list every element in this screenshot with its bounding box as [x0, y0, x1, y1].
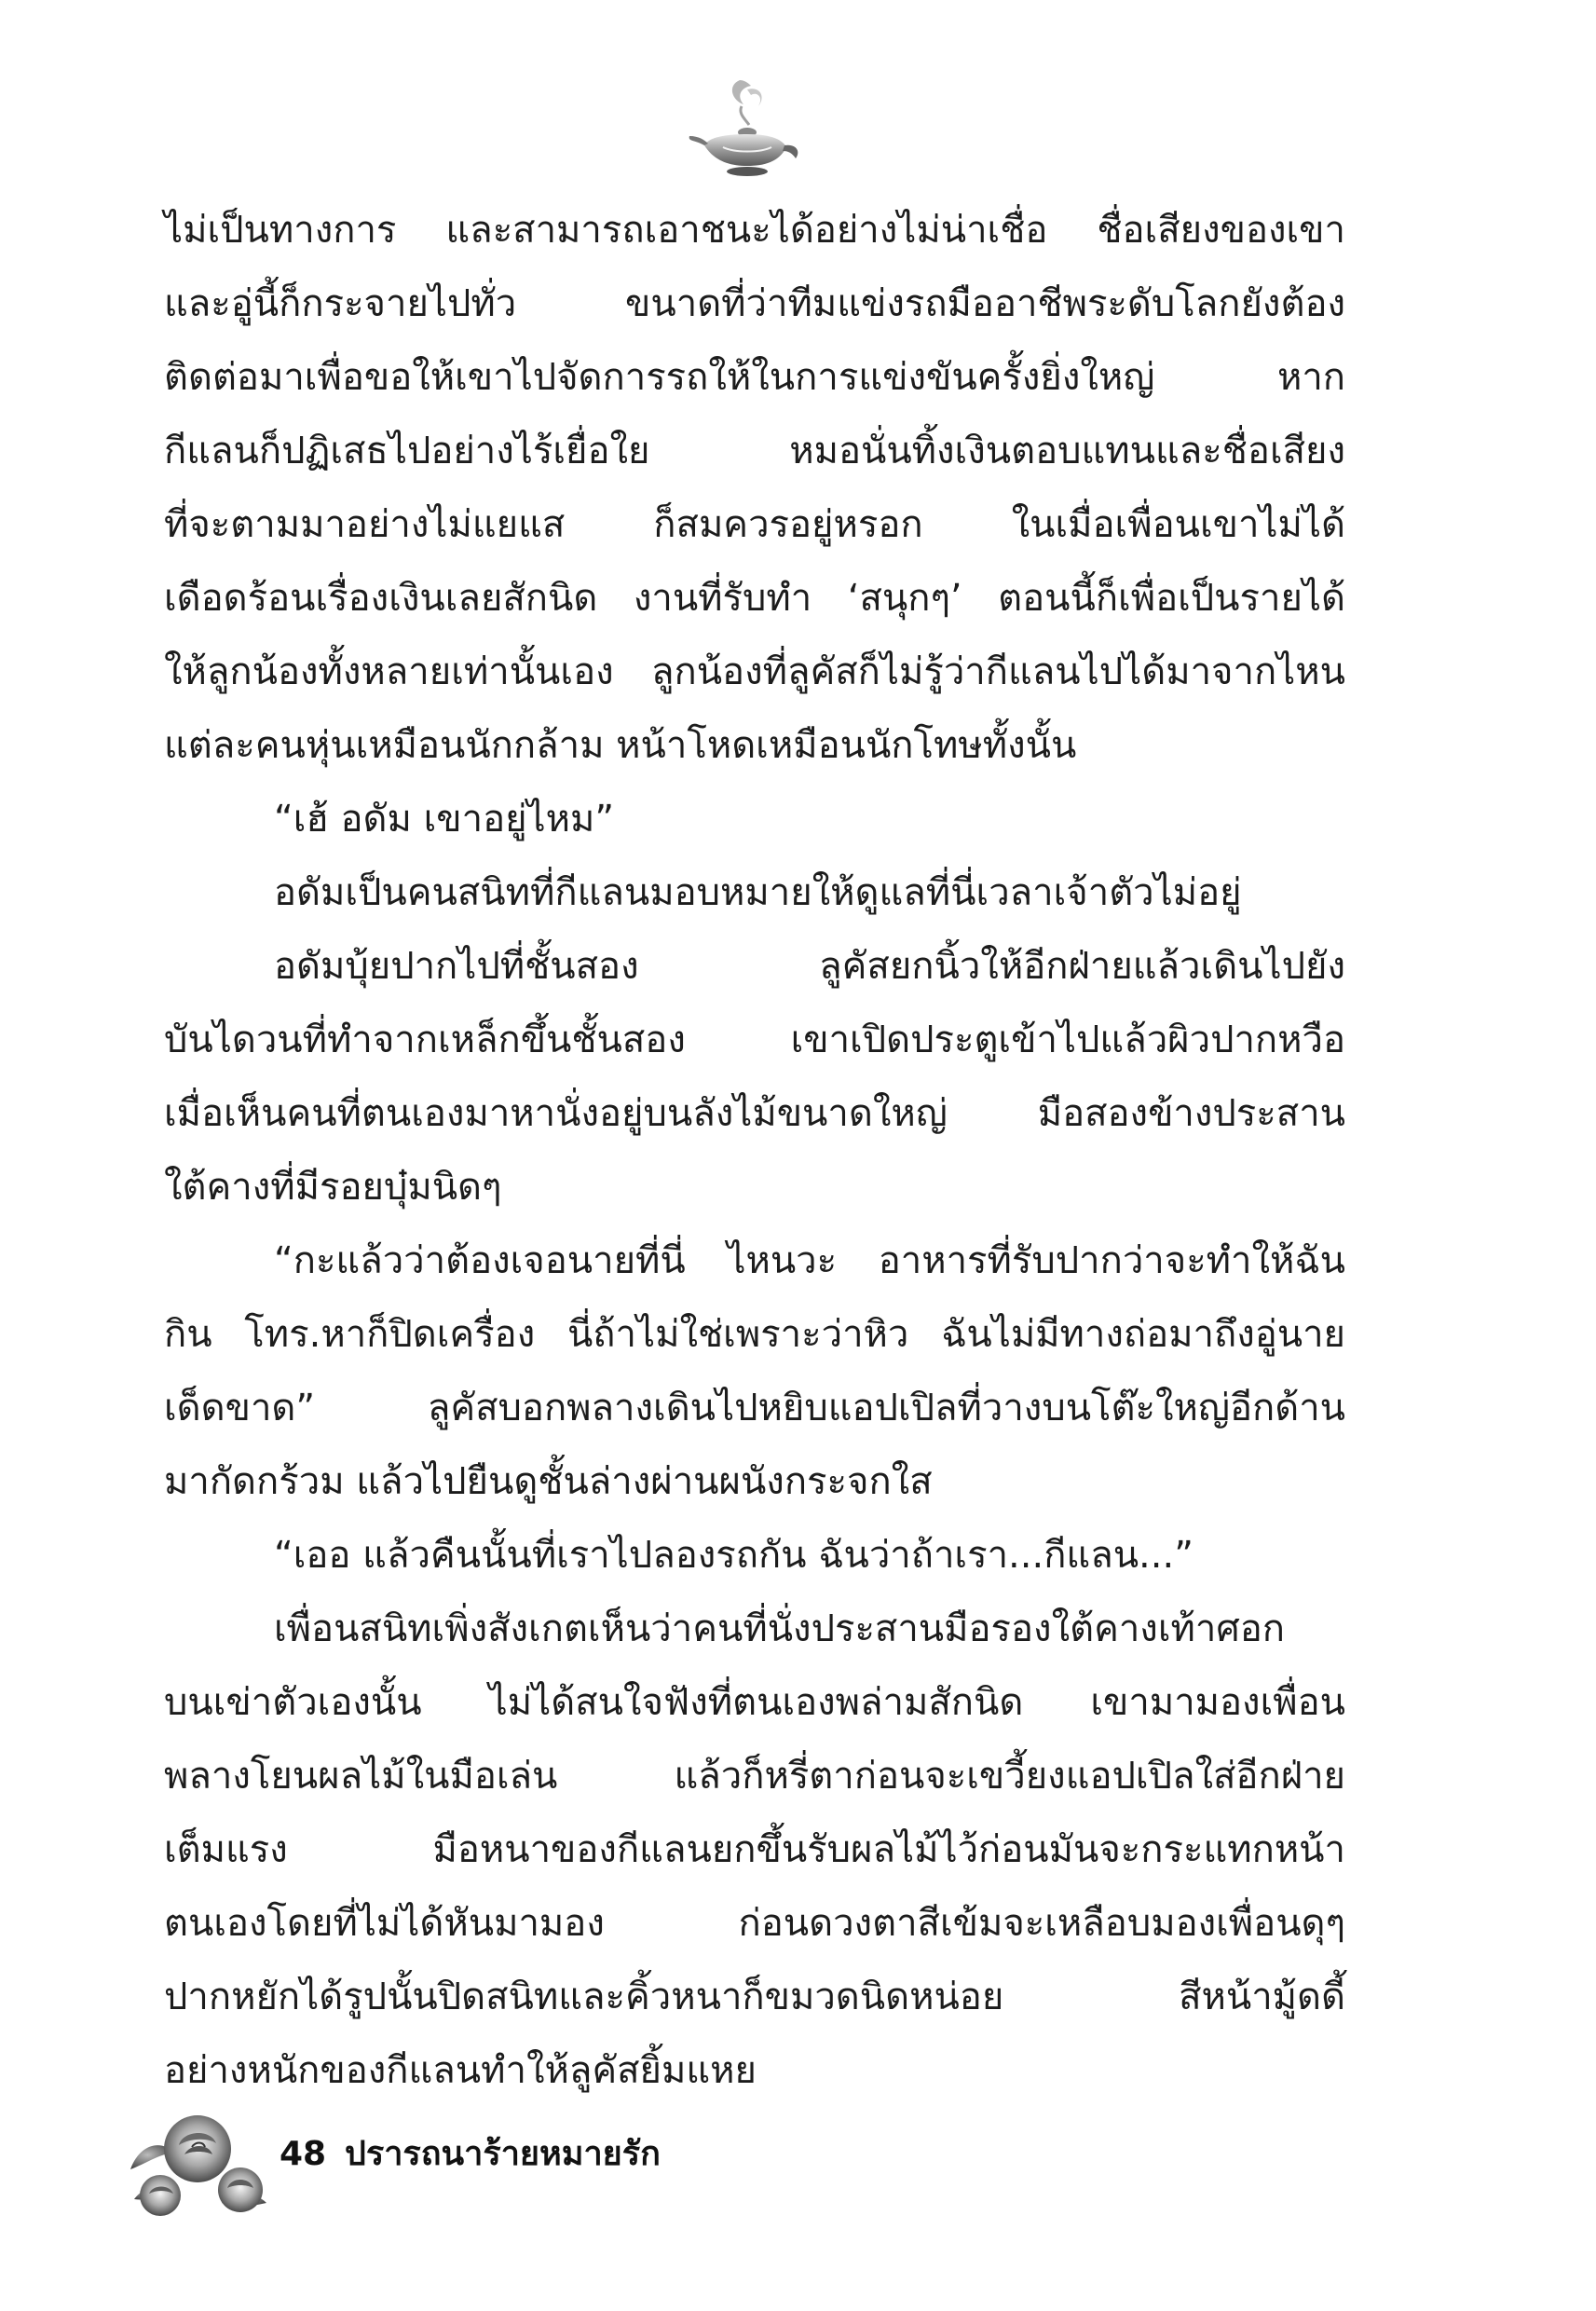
- text-line: เต็มแรง มือหนาของกีแลนยกขึ้นรับผลไม้ไว้ก่อนมันจะกระแทกหน้า: [164, 1828, 1345, 1871]
- text-line: อดัมบุ้ยปากไปที่ชั้นสอง ลูคัสยกนิ้วให้อีกฝ่ายแล้วเดินไปยัง: [274, 945, 1345, 988]
- page-number: 48: [280, 2135, 327, 2173]
- text-line: อย่างหนักของกีแลนทำให้ลูคัสยิ้มแหย: [164, 2049, 757, 2092]
- text-line: มากัดกร้วม แล้วไปยืนดูชั้นล่างผ่านผนังกระจกใส: [164, 1460, 933, 1503]
- text-line: ปากหยักได้รูปนั้นปิดสนิทและคิ้วหนาก็ขมวดนิดหน่อย สีหน้ามู้ดดี้: [164, 1976, 1345, 2018]
- text-line: เดือดร้อนเรื่องเงินเลยสักนิด งานที่รับทำ ‘สนุกๆ’ ตอนนี้ก็เพื่อเป็นรายได้: [164, 577, 1345, 620]
- text-line: “เฮ้ อดัม เขาอยู่ไหม”: [274, 798, 615, 841]
- text-line: และอู่นี้ก็กระจายไปทั่ว ขนาดที่ว่าทีมแข่งรถมืออาชีพระดับโลกยังต้อง: [164, 282, 1345, 325]
- text-line: ตนเองโดยที่ไม่ได้หันมามอง ก่อนดวงตาสีเข้มจะเหลือบมองเพื่อนดุๆ: [164, 1902, 1345, 1945]
- text-line: กิน โทร.หาก็ปิดเครื่อง นี่ถ้าไม่ใช่เพราะว่าหิว ฉันไม่มีทางถ่อมาถึงอู่นาย: [164, 1313, 1345, 1356]
- book-title: ปรารถนาร้ายหมายรัก: [345, 2135, 661, 2173]
- text-line: ให้ลูกน้องทั้งหลายเท่านั้นเอง ลูกน้องที่ลูคัสก็ไม่รู้ว่ากีแลนไปได้มาจากไหน: [164, 650, 1345, 693]
- text-line: แต่ละคนหุ่นเหมือนนักกล้าม หน้าโหดเหมือนนักโทษทั้งนั้น: [164, 724, 1077, 767]
- text-line: เพื่อนสนิทเพิ่งสังเกตเห็นว่าคนที่นั่งประสานมือรองใต้คางเท้าศอก: [274, 1607, 1285, 1650]
- text-line: เมื่อเห็นคนที่ตนเองมาหานั่งอยู่บนลังไม้ขนาดใหญ่ มือสองข้างประสาน: [164, 1092, 1345, 1135]
- text-line: เด็ดขาด” ลูคัสบอกพลางเดินไปหยิบแอปเปิลที่วางบนโต๊ะใหญ่อีกด้าน: [164, 1387, 1345, 1429]
- text-line: บนเข่าตัวเองนั้น ไม่ได้สนใจฟังที่ตนเองพล่ามสักนิด เขามามองเพื่อน: [164, 1681, 1345, 1724]
- rose-flowers-icon: [121, 2087, 280, 2227]
- page-footer: [121, 2087, 866, 2227]
- text-line: ที่จะตามมาอย่างไม่แยแส ก็สมควรอยู่หรอก ในเมื่อเพื่อนเขาไม่ได้: [164, 503, 1345, 546]
- text-line: อดัมเป็นคนสนิทที่กีแลนมอบหมายให้ดูแลที่นี่เวลาเจ้าตัวไม่อยู่: [274, 871, 1242, 914]
- text-line: “เออ แล้วคืนนั้นที่เราไปลองรถกัน ฉันว่าถ้าเรา...กีแลน...”: [274, 1534, 1194, 1577]
- text-line: ติดต่อมาเพื่อขอให้เขาไปจัดการรถให้ในการแข่งขันครั้งยิ่งใหญ่ หาก: [164, 356, 1345, 399]
- text-line: ใต้คางที่มีรอยบุ๋มนิดๆ: [164, 1166, 502, 1209]
- text-line: พลางโยนผลไม้ในมือเล่น แล้วก็หรี่ตาก่อนจะเขวี้ยงแอปเปิลใส่อีกฝ่าย: [164, 1755, 1345, 1798]
- body-text: [164, 194, 1345, 2092]
- text-line: บันไดวนที่ทำจากเหล็กขึ้นชั้นสอง เขาเปิดประตูเข้าไปแล้วผิวปากหวือ: [164, 1019, 1345, 1061]
- text-line: “กะแล้วว่าต้องเจอนายที่นี่ ไหนวะ อาหารที่รับปากว่าจะทำให้ฉัน: [274, 1239, 1345, 1282]
- text-line: ไม่เป็นทางการ และสามารถเอาชนะได้อย่างไม่น่าเชื่อ ชื่อเสียงของเขา: [164, 209, 1345, 252]
- text-line: กีแลนก็ปฏิเสธไปอย่างไร้เยื่อใย หมอนั่นทิ้งเงินตอบแทนและชื่อเสียง: [164, 430, 1345, 472]
- genie-lamp-icon: [686, 73, 807, 185]
